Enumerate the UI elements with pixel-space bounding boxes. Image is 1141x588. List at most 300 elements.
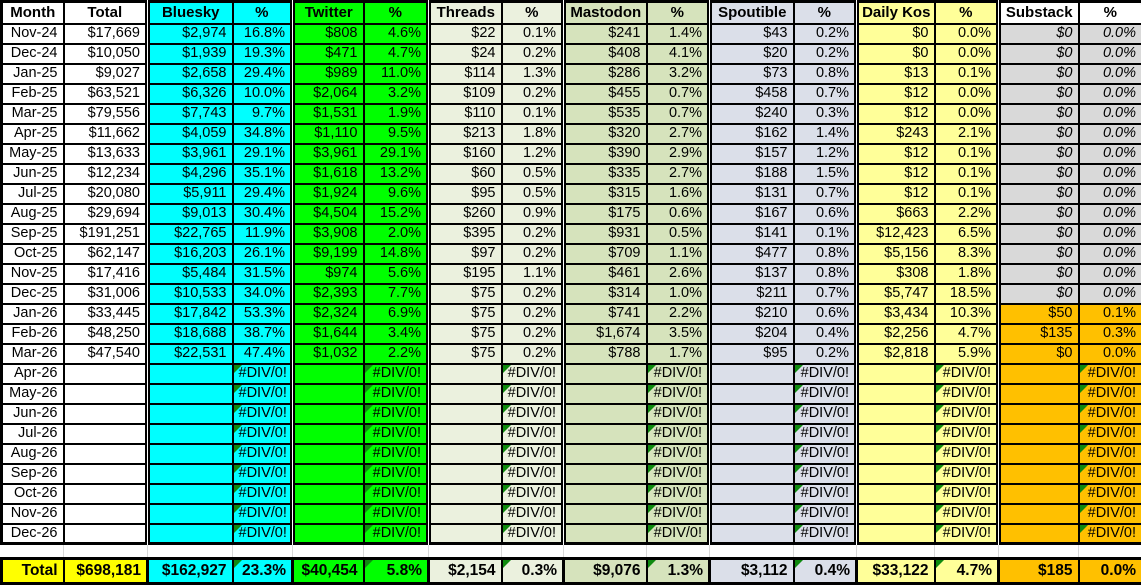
cell-spoutible-amount[interactable] [710, 104, 794, 124]
cell-threads-amount[interactable] [429, 184, 502, 204]
cell-spoutible-amount[interactable] [710, 424, 794, 444]
cell-mastodon-pct[interactable] [647, 364, 710, 384]
cell-total[interactable] [64, 484, 148, 504]
cell-total[interactable] [64, 24, 148, 44]
header-bluesky-pct[interactable] [233, 2, 293, 24]
cell-spoutible-pct[interactable] [794, 244, 857, 264]
cell-month[interactable] [2, 444, 64, 464]
cell-mastodon-amount[interactable] [564, 424, 647, 444]
header-spoutible-pct[interactable] [794, 2, 857, 24]
cell-spoutible-pct[interactable] [794, 324, 857, 344]
cell-twitter-amount[interactable] [293, 464, 364, 484]
cell-spoutible-amount[interactable] [710, 244, 794, 264]
cell-dailykos-amount[interactable] [857, 344, 935, 364]
cell-substack-amount[interactable] [999, 344, 1079, 364]
cell-spoutible-pct[interactable] [794, 404, 857, 424]
cell-bluesky-pct[interactable] [233, 344, 293, 364]
cell-month[interactable] [2, 224, 64, 244]
cell-threads-pct[interactable] [502, 264, 564, 284]
cell-threads-pct[interactable] [502, 244, 564, 264]
cell-month[interactable] [2, 524, 64, 544]
cell-bluesky-pct[interactable] [233, 284, 293, 304]
cell-dailykos-pct[interactable] [935, 304, 999, 324]
cell-month[interactable] [2, 404, 64, 424]
cell-dailykos-pct[interactable] [935, 324, 999, 344]
cell-total[interactable] [64, 404, 148, 424]
blank-spoutible-pct[interactable] [794, 544, 857, 559]
cell-threads-amount[interactable] [429, 364, 502, 384]
cell-threads-amount[interactable] [429, 384, 502, 404]
cell-spoutible-pct[interactable] [794, 524, 857, 544]
header-month[interactable] [2, 2, 64, 24]
cell-spoutible-pct[interactable] [794, 264, 857, 284]
cell-threads-amount[interactable] [429, 264, 502, 284]
cell-threads-pct[interactable] [502, 524, 564, 544]
cell-threads-pct[interactable] [502, 64, 564, 84]
cell-mastodon-pct[interactable] [647, 124, 710, 144]
cell-mastodon-amount[interactable] [564, 384, 647, 404]
cell-spoutible-amount[interactable] [710, 324, 794, 344]
cell-twitter-amount[interactable] [293, 144, 364, 164]
cell-total[interactable] [64, 524, 148, 544]
cell-spoutible-amount[interactable] [710, 24, 794, 44]
cell-mastodon-amount[interactable] [564, 464, 647, 484]
cell-spoutible-pct[interactable] [794, 144, 857, 164]
cell-mastodon-pct[interactable] [647, 104, 710, 124]
blank-month[interactable] [2, 544, 64, 559]
cell-substack-pct[interactable] [1079, 264, 1141, 284]
cell-substack-amount[interactable] [999, 24, 1079, 44]
cell-substack-pct[interactable] [1079, 104, 1141, 124]
cell-total[interactable] [64, 504, 148, 524]
cell-bluesky-amount[interactable] [148, 64, 233, 84]
cell-dailykos-amount[interactable] [857, 384, 935, 404]
cell-twitter-pct[interactable] [364, 64, 429, 84]
cell-total[interactable] [64, 384, 148, 404]
cell-twitter-pct[interactable] [364, 24, 429, 44]
cell-mastodon-pct[interactable] [647, 144, 710, 164]
cell-bluesky-amount[interactable] [148, 324, 233, 344]
cell-spoutible-amount[interactable] [710, 144, 794, 164]
cell-twitter-pct[interactable] [364, 104, 429, 124]
cell-substack-pct[interactable] [1079, 404, 1141, 424]
blank-mastodon-pct[interactable] [647, 544, 710, 559]
cell-dailykos-amount[interactable] [857, 84, 935, 104]
cell-bluesky-amount[interactable] [148, 384, 233, 404]
cell-threads-pct[interactable] [502, 444, 564, 464]
cell-threads-amount[interactable] [429, 404, 502, 424]
blank-bluesky-pct[interactable] [233, 544, 293, 559]
cell-mastodon-amount[interactable] [564, 164, 647, 184]
cell-bluesky-amount[interactable] [148, 304, 233, 324]
cell-bluesky-amount[interactable] [148, 504, 233, 524]
header-threads-pct[interactable] [502, 2, 564, 24]
header-twitter-amount[interactable] [293, 2, 364, 24]
cell-month[interactable] [2, 244, 64, 264]
cell-threads-pct[interactable] [502, 184, 564, 204]
header-mastodon-pct[interactable] [647, 2, 710, 24]
cell-dailykos-amount[interactable] [857, 24, 935, 44]
cell-substack-amount[interactable] [999, 104, 1079, 124]
cell-twitter-amount[interactable] [293, 324, 364, 344]
cell-bluesky-pct[interactable] [233, 184, 293, 204]
cell-spoutible-amount[interactable] [710, 124, 794, 144]
cell-substack-pct[interactable] [1079, 164, 1141, 184]
cell-month[interactable] [2, 264, 64, 284]
total-total[interactable] [64, 559, 148, 584]
cell-mastodon-pct[interactable] [647, 264, 710, 284]
cell-spoutible-amount[interactable] [710, 284, 794, 304]
cell-threads-pct[interactable] [502, 124, 564, 144]
cell-month[interactable] [2, 484, 64, 504]
cell-month[interactable] [2, 184, 64, 204]
cell-bluesky-amount[interactable] [148, 264, 233, 284]
header-total[interactable] [64, 2, 148, 24]
cell-month[interactable] [2, 504, 64, 524]
cell-twitter-pct[interactable] [364, 124, 429, 144]
cell-substack-amount[interactable] [999, 204, 1079, 224]
cell-spoutible-pct[interactable] [794, 344, 857, 364]
cell-month[interactable] [2, 104, 64, 124]
blank-dailykos-pct[interactable] [935, 544, 999, 559]
cell-spoutible-amount[interactable] [710, 484, 794, 504]
cell-dailykos-pct[interactable] [935, 104, 999, 124]
cell-twitter-amount[interactable] [293, 264, 364, 284]
cell-twitter-pct[interactable] [364, 424, 429, 444]
cell-bluesky-amount[interactable] [148, 424, 233, 444]
total-month[interactable] [2, 559, 64, 584]
cell-twitter-amount[interactable] [293, 44, 364, 64]
cell-month[interactable] [2, 24, 64, 44]
cell-mastodon-pct[interactable] [647, 64, 710, 84]
cell-bluesky-amount[interactable] [148, 104, 233, 124]
cell-total[interactable] [64, 464, 148, 484]
cell-spoutible-pct[interactable] [794, 44, 857, 64]
cell-spoutible-pct[interactable] [794, 504, 857, 524]
cell-twitter-pct[interactable] [364, 444, 429, 464]
cell-dailykos-amount[interactable] [857, 284, 935, 304]
cell-mastodon-pct[interactable] [647, 524, 710, 544]
cell-mastodon-amount[interactable] [564, 324, 647, 344]
total-mastodon-pct[interactable] [647, 559, 710, 584]
blank-threads-amount[interactable] [429, 544, 502, 559]
cell-dailykos-pct[interactable] [935, 64, 999, 84]
cell-spoutible-amount[interactable] [710, 264, 794, 284]
cell-spoutible-pct[interactable] [794, 184, 857, 204]
cell-twitter-pct[interactable] [364, 244, 429, 264]
cell-dailykos-pct[interactable] [935, 264, 999, 284]
cell-dailykos-amount[interactable] [857, 224, 935, 244]
cell-bluesky-amount[interactable] [148, 124, 233, 144]
cell-dailykos-pct[interactable] [935, 404, 999, 424]
cell-mastodon-pct[interactable] [647, 204, 710, 224]
header-twitter-pct[interactable] [364, 2, 429, 24]
cell-twitter-amount[interactable] [293, 384, 364, 404]
cell-dailykos-pct[interactable] [935, 164, 999, 184]
cell-twitter-pct[interactable] [364, 324, 429, 344]
cell-bluesky-amount[interactable] [148, 484, 233, 504]
cell-mastodon-pct[interactable] [647, 344, 710, 364]
cell-month[interactable] [2, 64, 64, 84]
cell-threads-amount[interactable] [429, 104, 502, 124]
cell-twitter-amount[interactable] [293, 524, 364, 544]
cell-twitter-pct[interactable] [364, 524, 429, 544]
cell-threads-pct[interactable] [502, 404, 564, 424]
cell-spoutible-amount[interactable] [710, 464, 794, 484]
cell-threads-pct[interactable] [502, 304, 564, 324]
cell-threads-amount[interactable] [429, 464, 502, 484]
cell-threads-pct[interactable] [502, 284, 564, 304]
cell-dailykos-amount[interactable] [857, 144, 935, 164]
cell-mastodon-pct[interactable] [647, 284, 710, 304]
blank-substack-pct[interactable] [1079, 544, 1141, 559]
cell-bluesky-pct[interactable] [233, 264, 293, 284]
cell-mastodon-amount[interactable] [564, 224, 647, 244]
cell-dailykos-pct[interactable] [935, 444, 999, 464]
cell-dailykos-amount[interactable] [857, 244, 935, 264]
cell-spoutible-amount[interactable] [710, 404, 794, 424]
total-spoutible-pct[interactable] [794, 559, 857, 584]
cell-dailykos-amount[interactable] [857, 44, 935, 64]
cell-mastodon-pct[interactable] [647, 484, 710, 504]
cell-threads-amount[interactable] [429, 304, 502, 324]
cell-threads-pct[interactable] [502, 504, 564, 524]
cell-substack-pct[interactable] [1079, 144, 1141, 164]
header-spoutible-amount[interactable] [710, 2, 794, 24]
cell-dailykos-amount[interactable] [857, 324, 935, 344]
cell-substack-amount[interactable] [999, 484, 1079, 504]
cell-threads-pct[interactable] [502, 384, 564, 404]
cell-bluesky-pct[interactable] [233, 464, 293, 484]
cell-spoutible-amount[interactable] [710, 304, 794, 324]
cell-threads-amount[interactable] [429, 244, 502, 264]
cell-mastodon-amount[interactable] [564, 64, 647, 84]
cell-month[interactable] [2, 384, 64, 404]
cell-mastodon-amount[interactable] [564, 264, 647, 284]
cell-spoutible-amount[interactable] [710, 184, 794, 204]
cell-bluesky-amount[interactable] [148, 364, 233, 384]
cell-twitter-amount[interactable] [293, 104, 364, 124]
cell-dailykos-pct[interactable] [935, 144, 999, 164]
cell-twitter-amount[interactable] [293, 344, 364, 364]
cell-bluesky-amount[interactable] [148, 224, 233, 244]
cell-dailykos-pct[interactable] [935, 184, 999, 204]
cell-bluesky-pct[interactable] [233, 44, 293, 64]
cell-threads-pct[interactable] [502, 204, 564, 224]
cell-month[interactable] [2, 304, 64, 324]
cell-substack-amount[interactable] [999, 444, 1079, 464]
cell-dailykos-amount[interactable] [857, 444, 935, 464]
cell-total[interactable] [64, 164, 148, 184]
cell-dailykos-amount[interactable] [857, 484, 935, 504]
cell-month[interactable] [2, 124, 64, 144]
cell-total[interactable] [64, 364, 148, 384]
blank-substack-amount[interactable] [999, 544, 1079, 559]
blank-mastodon-amount[interactable] [564, 544, 647, 559]
cell-spoutible-amount[interactable] [710, 444, 794, 464]
cell-dailykos-pct[interactable] [935, 204, 999, 224]
cell-spoutible-amount[interactable] [710, 204, 794, 224]
cell-substack-amount[interactable] [999, 404, 1079, 424]
cell-threads-amount[interactable] [429, 64, 502, 84]
cell-mastodon-pct[interactable] [647, 404, 710, 424]
cell-dailykos-amount[interactable] [857, 404, 935, 424]
cell-mastodon-pct[interactable] [647, 424, 710, 444]
cell-threads-pct[interactable] [502, 104, 564, 124]
header-threads-amount[interactable] [429, 2, 502, 24]
cell-dailykos-pct[interactable] [935, 244, 999, 264]
cell-bluesky-amount[interactable] [148, 464, 233, 484]
cell-bluesky-pct[interactable] [233, 404, 293, 424]
cell-threads-amount[interactable] [429, 204, 502, 224]
cell-spoutible-pct[interactable] [794, 424, 857, 444]
cell-twitter-pct[interactable] [364, 204, 429, 224]
cell-total[interactable] [64, 264, 148, 284]
cell-substack-pct[interactable] [1079, 84, 1141, 104]
cell-threads-amount[interactable] [429, 164, 502, 184]
cell-bluesky-pct[interactable] [233, 424, 293, 444]
cell-substack-pct[interactable] [1079, 284, 1141, 304]
cell-bluesky-pct[interactable] [233, 164, 293, 184]
cell-threads-amount[interactable] [429, 504, 502, 524]
cell-dailykos-amount[interactable] [857, 304, 935, 324]
cell-bluesky-amount[interactable] [148, 84, 233, 104]
cell-dailykos-amount[interactable] [857, 64, 935, 84]
cell-dailykos-amount[interactable] [857, 504, 935, 524]
cell-mastodon-amount[interactable] [564, 364, 647, 384]
cell-mastodon-pct[interactable] [647, 84, 710, 104]
cell-substack-amount[interactable] [999, 64, 1079, 84]
total-threads-pct[interactable] [502, 559, 564, 584]
cell-twitter-pct[interactable] [364, 364, 429, 384]
cell-spoutible-pct[interactable] [794, 304, 857, 324]
cell-threads-amount[interactable] [429, 84, 502, 104]
cell-twitter-amount[interactable] [293, 504, 364, 524]
cell-twitter-amount[interactable] [293, 184, 364, 204]
cell-threads-pct[interactable] [502, 24, 564, 44]
cell-bluesky-pct[interactable] [233, 84, 293, 104]
total-twitter-amount[interactable] [293, 559, 364, 584]
cell-dailykos-pct[interactable] [935, 124, 999, 144]
cell-spoutible-pct[interactable] [794, 124, 857, 144]
cell-twitter-amount[interactable] [293, 224, 364, 244]
cell-threads-pct[interactable] [502, 164, 564, 184]
cell-threads-pct[interactable] [502, 44, 564, 64]
cell-spoutible-amount[interactable] [710, 384, 794, 404]
cell-dailykos-amount[interactable] [857, 184, 935, 204]
cell-bluesky-pct[interactable] [233, 324, 293, 344]
cell-substack-amount[interactable] [999, 44, 1079, 64]
cell-bluesky-amount[interactable] [148, 204, 233, 224]
cell-dailykos-pct[interactable] [935, 84, 999, 104]
cell-threads-pct[interactable] [502, 364, 564, 384]
cell-twitter-pct[interactable] [364, 464, 429, 484]
cell-mastodon-amount[interactable] [564, 484, 647, 504]
cell-twitter-amount[interactable] [293, 444, 364, 464]
cell-spoutible-amount[interactable] [710, 364, 794, 384]
cell-threads-pct[interactable] [502, 464, 564, 484]
total-mastodon-amount[interactable] [564, 559, 647, 584]
cell-dailykos-amount[interactable] [857, 424, 935, 444]
header-mastodon-amount[interactable] [564, 2, 647, 24]
cell-twitter-amount[interactable] [293, 124, 364, 144]
cell-spoutible-amount[interactable] [710, 504, 794, 524]
cell-month[interactable] [2, 44, 64, 64]
cell-mastodon-amount[interactable] [564, 524, 647, 544]
cell-bluesky-pct[interactable] [233, 24, 293, 44]
cell-bluesky-pct[interactable] [233, 124, 293, 144]
cell-substack-pct[interactable] [1079, 24, 1141, 44]
cell-dailykos-pct[interactable] [935, 524, 999, 544]
cell-twitter-pct[interactable] [364, 264, 429, 284]
cell-threads-pct[interactable] [502, 84, 564, 104]
blank-twitter-amount[interactable] [293, 544, 364, 559]
cell-threads-pct[interactable] [502, 144, 564, 164]
cell-dailykos-amount[interactable] [857, 524, 935, 544]
cell-mastodon-pct[interactable] [647, 44, 710, 64]
cell-bluesky-pct[interactable] [233, 504, 293, 524]
cell-mastodon-amount[interactable] [564, 44, 647, 64]
cell-twitter-amount[interactable] [293, 244, 364, 264]
cell-spoutible-pct[interactable] [794, 24, 857, 44]
cell-total[interactable] [64, 104, 148, 124]
cell-bluesky-amount[interactable] [148, 244, 233, 264]
blank-total[interactable] [64, 544, 148, 559]
cell-dailykos-amount[interactable] [857, 164, 935, 184]
blank-dailykos-amount[interactable] [857, 544, 935, 559]
cell-mastodon-pct[interactable] [647, 324, 710, 344]
cell-mastodon-pct[interactable] [647, 244, 710, 264]
cell-substack-pct[interactable] [1079, 424, 1141, 444]
cell-mastodon-pct[interactable] [647, 304, 710, 324]
cell-bluesky-pct[interactable] [233, 64, 293, 84]
cell-mastodon-amount[interactable] [564, 204, 647, 224]
cell-twitter-pct[interactable] [364, 304, 429, 324]
header-bluesky-amount[interactable] [148, 2, 233, 24]
cell-substack-pct[interactable] [1079, 184, 1141, 204]
cell-substack-pct[interactable] [1079, 44, 1141, 64]
cell-mastodon-amount[interactable] [564, 24, 647, 44]
cell-total[interactable] [64, 244, 148, 264]
cell-mastodon-pct[interactable] [647, 464, 710, 484]
cell-bluesky-pct[interactable] [233, 444, 293, 464]
cell-twitter-pct[interactable] [364, 404, 429, 424]
header-substack-pct[interactable] [1079, 2, 1141, 24]
cell-bluesky-pct[interactable] [233, 384, 293, 404]
total-dailykos-pct[interactable] [935, 559, 999, 584]
cell-total[interactable] [64, 424, 148, 444]
cell-dailykos-pct[interactable] [935, 484, 999, 504]
cell-spoutible-pct[interactable] [794, 224, 857, 244]
cell-month[interactable] [2, 364, 64, 384]
cell-total[interactable] [64, 304, 148, 324]
cell-total[interactable] [64, 184, 148, 204]
cell-threads-pct[interactable] [502, 424, 564, 444]
cell-mastodon-pct[interactable] [647, 444, 710, 464]
cell-mastodon-amount[interactable] [564, 84, 647, 104]
cell-dailykos-amount[interactable] [857, 204, 935, 224]
cell-bluesky-amount[interactable] [148, 404, 233, 424]
cell-spoutible-pct[interactable] [794, 164, 857, 184]
cell-mastodon-pct[interactable] [647, 24, 710, 44]
cell-substack-pct[interactable] [1079, 304, 1141, 324]
cell-substack-amount[interactable] [999, 524, 1079, 544]
cell-twitter-pct[interactable] [364, 284, 429, 304]
cell-substack-pct[interactable] [1079, 464, 1141, 484]
cell-substack-pct[interactable] [1079, 384, 1141, 404]
cell-spoutible-pct[interactable] [794, 204, 857, 224]
cell-substack-pct[interactable] [1079, 124, 1141, 144]
